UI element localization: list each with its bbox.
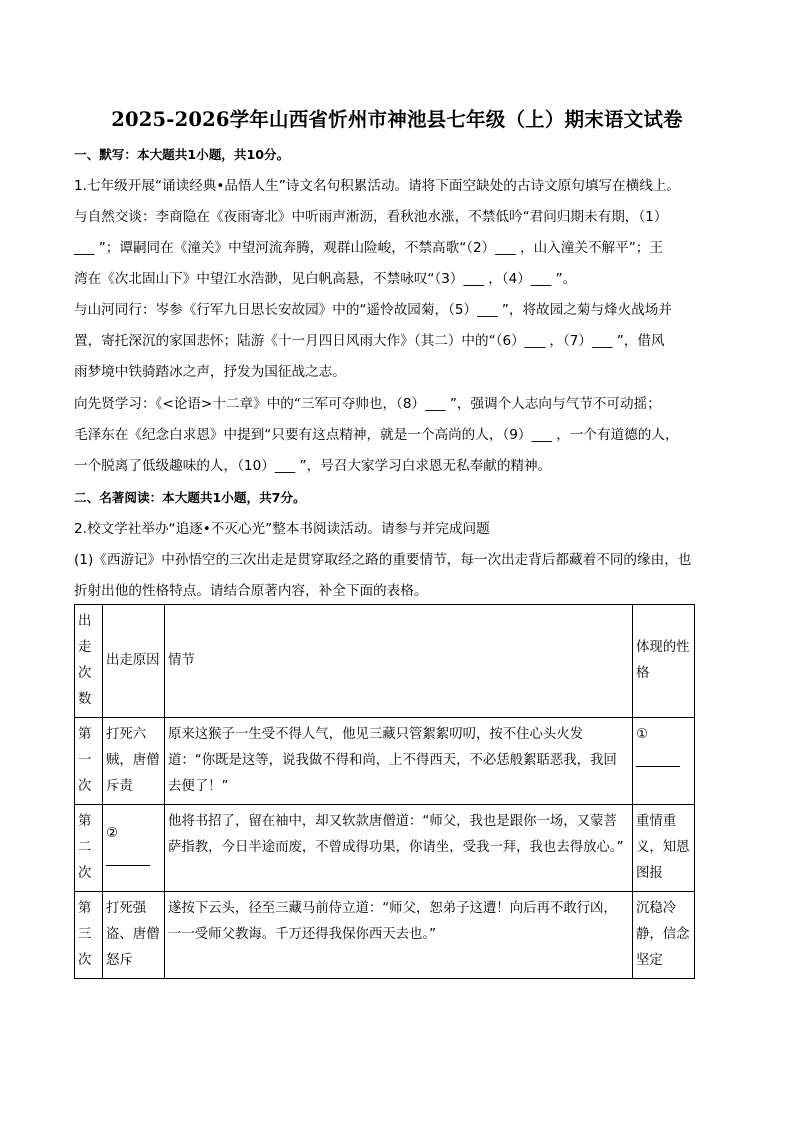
question2-line: 2.校文学社举办“追逐•不灭心光”整本书阅读活动。请参与并完成问题 (74, 521, 490, 537)
question1-line: 置，寄托深沉的家国悲怀；陆游《十一月四日风雨大作》（其二）中的“（6）___ ，（7）___ ”，借风 (74, 333, 665, 349)
question1-line: 向先贤学习：《<论语>十二章》中的“三军可夺帅也，（8）___ ”，强调个人志向与气节不可动摇； (74, 396, 661, 412)
row-plot: 原来这猴子一生受不得人气，他见三藏只管絮絮叨叨，按不住心头火发道：“你既是这等，说我做不得和尚，上不得西天，不必恁般絮聒恶我，我回去便了！” (165, 718, 633, 805)
header-trait: 体现的性格 (633, 605, 695, 718)
row-trait (633, 718, 695, 805)
header-plot: 情节 (165, 605, 633, 718)
answer-blank[interactable] (106, 847, 150, 866)
header-reason: 出走原因 (103, 605, 165, 718)
row-plot: 遂按下云头，径至三藏马前侍立道：“师父，恕弟子这遭！向后再不敢行凶，一一受师父教诲。千万还得我保你西天去也。” (165, 892, 633, 979)
row-count: 第一次 (75, 718, 103, 805)
row-reason (103, 805, 165, 892)
question1-line: 一个脱离了低级趣味的人，（10）___ ”，号召大家学习白求恩无私奉献的精神。 (74, 458, 552, 474)
table-header-row (75, 605, 695, 718)
table-row (75, 805, 695, 892)
table-row (75, 718, 695, 805)
row-plot: 他将书招了，留在袖中，却又软款唐僧道：“师父，我也是跟你一场，又蒙菩萨指教，今日半途而废，不曾成得功果，你请坐，受我一拜，我也去得放心。” (165, 805, 633, 892)
question1-line: 1.七年级开展“诵读经典•品悟人生”诗文名句积累活动。请将下面空缺处的古诗文原句填写在横线上。 (74, 178, 681, 194)
row-reason: 打死六贼，唐僧斥责 (103, 718, 165, 805)
answer-blank[interactable] (636, 748, 680, 767)
question1-line: 与山河同行：岑参《行军九日思长安故园》中的“遥怜故园菊，（5）___ ”，将故园之菊与烽火战场并 (74, 302, 672, 318)
header-count: 出走次数 (75, 605, 103, 718)
question1-line: 湾在《次北固山下》中望江水浩渺，见白帆高悬，不禁咏叹“（3）___ ，（4）___ ”。 (74, 271, 577, 287)
answer-marker: ① (636, 727, 649, 742)
exam-title: 2025-2026学年山西省忻州市神池县七年级（上）期末语文试卷 (111, 108, 683, 131)
question1-line: 与自然交谈：李商隐在《夜雨寄北》中听雨声淅沥，看秋池水涨，不禁低吟“君问归期未有期，（1） (74, 209, 668, 225)
row-trait: 重情重义，知恩图报 (633, 805, 695, 892)
question1-line: 雨梦境中铁骑踏冰之声，抒发为国征战之志。 (74, 364, 346, 380)
question2-line: (1)《西游记》中孙悟空的三次出走是贯穿取经之路的重要情节，每一次出走背后都藏着不同的缘由，也 (74, 552, 692, 568)
section1-heading: 一、默写：本大题共1小题，共10分。 (74, 147, 290, 162)
question2-line: 折射出他的性格特点。请结合原著内容，补全下面的表格。 (74, 583, 428, 599)
journey-table (74, 604, 695, 979)
row-count: 第二次 (75, 805, 103, 892)
question1-line: ___ ”；谭嗣同在《潼关》中望河流奔腾，观群山险峻，不禁高歌“（2）___ ，山入潼关不解平”；王 (74, 240, 663, 256)
answer-marker: ② (106, 825, 119, 841)
row-count: 第三次 (75, 892, 103, 979)
row-trait: 沉稳冷静，信念坚定 (633, 892, 695, 979)
question1-line: 毛泽东在《纪念白求恩》中提到“只要有这点精神，就是一个高尚的人，（9）___ ，一个有道德的人， (74, 427, 679, 443)
section2-heading: 二、名著阅读：本大题共1小题，共7分。 (74, 490, 306, 505)
table-row (75, 892, 695, 979)
row-reason: 打死强盗、唐僧怒斥 (103, 892, 165, 979)
